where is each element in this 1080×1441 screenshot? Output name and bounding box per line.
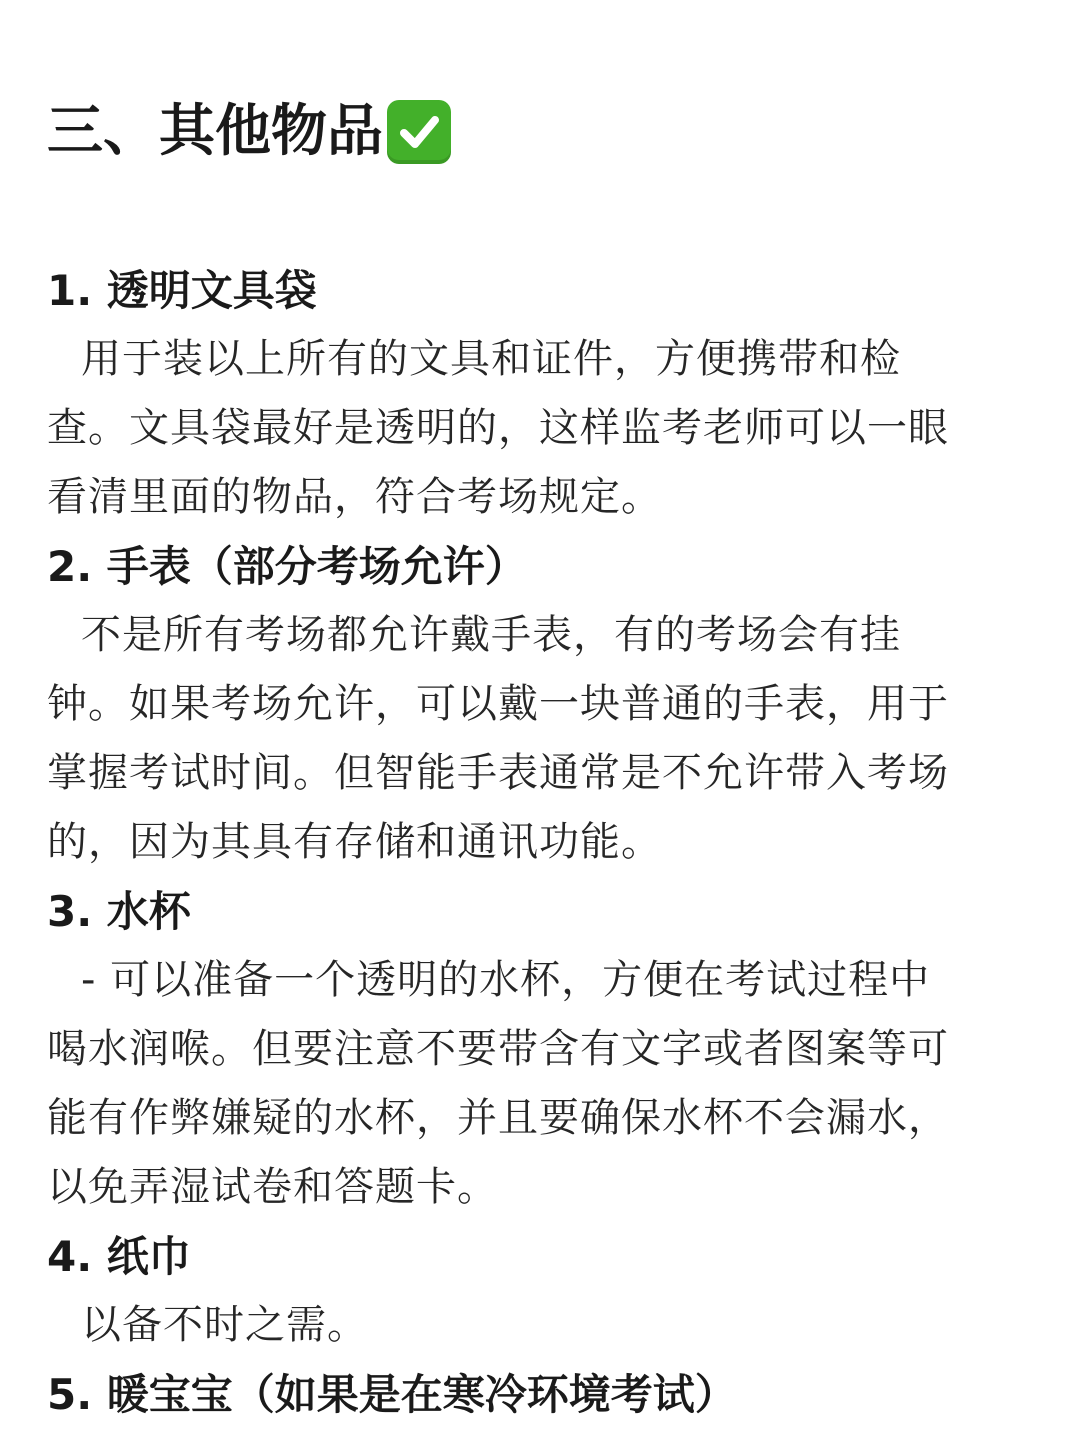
item-body [47, 1291, 1037, 1360]
list-item [47, 1360, 1037, 1429]
body-line: 的，因为其具有存储和通讯功能。 [47, 819, 662, 865]
item-body [47, 325, 1037, 532]
list-item [47, 532, 1037, 877]
body-line: 能有作弊嫌疑的水杯，并且要确保水杯不会漏水， [47, 1095, 949, 1141]
body-line: 钟。如果考场允许，可以戴一块普通的手表，用于 [47, 681, 949, 727]
check-mark-button-icon [387, 100, 451, 164]
body-line: 不是所有考场都允许戴手表，有的考场会有挂 [81, 612, 901, 658]
body-line: 看清里面的物品，符合考场规定。 [47, 474, 662, 520]
section-title-text: 三、其他物品 [47, 99, 383, 164]
body-line: 以免弄湿试卷和答题卡。 [47, 1164, 498, 1210]
list-item [47, 1222, 1037, 1360]
item-body [47, 601, 1037, 877]
section-title [47, 96, 451, 168]
list-item [47, 877, 1037, 1222]
body-line: - 可以准备一个透明的水杯，方便在考试过程中 [81, 957, 931, 1003]
list-item [47, 256, 1037, 532]
item-heading: 3. 水杯 [47, 887, 191, 936]
item-heading: 1. 透明文具袋 [47, 266, 317, 315]
item-heading: 4. 纸巾 [47, 1232, 191, 1281]
item-heading: 5. 暖宝宝（如果是在寒冷环境考试） [47, 1370, 737, 1419]
item-body [47, 946, 1037, 1222]
body-line: 以备不时之需。 [81, 1302, 368, 1348]
body-line: 掌握考试时间。但智能手表通常是不允许带入考场 [47, 750, 949, 796]
item-list [47, 256, 1037, 1429]
body-line: 喝水润喉。但要注意不要带含有文字或者图案等可 [47, 1026, 949, 1072]
body-line: 用于装以上所有的文具和证件，方便携带和检 [81, 336, 901, 382]
body-line: 查。文具袋最好是透明的，这样监考老师可以一眼 [47, 405, 949, 451]
item-heading: 2. 手表（部分考场允许） [47, 542, 527, 591]
